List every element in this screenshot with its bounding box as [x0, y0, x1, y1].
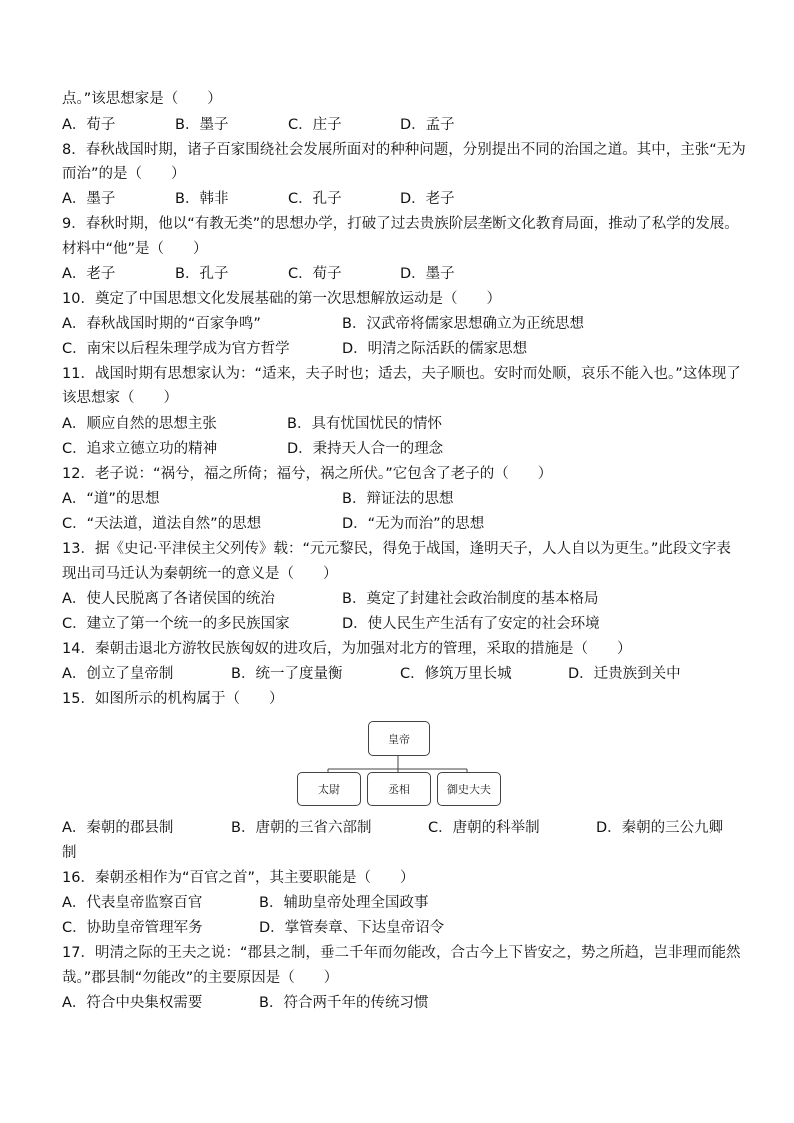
q12-option-a[interactable]: A．“道”的思想: [62, 491, 160, 507]
q10-option-b[interactable]: B．汉武帝将儒家思想确立为正统思想: [342, 316, 584, 332]
q8-option-a[interactable]: A．墨子: [62, 191, 116, 207]
q15-option-d[interactable]: D．秦朝的三公九卿: [596, 820, 724, 836]
q15-option-c[interactable]: C．唐朝的科举制: [428, 820, 540, 836]
q15-option-d-wrap: 制: [62, 845, 77, 861]
q17-stem-line2: 哉。”郡县制“勿能改”的主要原因是（ ）: [62, 970, 339, 986]
q13-stem-line2: 现出司马迁认为秦朝统一的意义是（ ）: [62, 566, 338, 582]
q13-option-b[interactable]: B．奠定了封建社会政治制度的基本格局: [342, 591, 599, 607]
q9-option-a[interactable]: A．老子: [62, 266, 116, 282]
q7-option-c[interactable]: C．庄子: [288, 117, 342, 133]
q10-option-a[interactable]: A．春秋战国时期的“百家争鸣”: [62, 316, 261, 332]
q17-option-a[interactable]: A．符合中央集权需要: [62, 995, 203, 1011]
q11-option-b[interactable]: B．具有忧国忧民的情怀: [287, 416, 442, 432]
q11-option-d[interactable]: D．秉持天人合一的理念: [287, 441, 444, 457]
q8-option-b[interactable]: B．韩非: [175, 191, 229, 207]
q10-stem: 10．奠定了中国思想文化发展基础的第一次思想解放运动是（ ）: [62, 291, 501, 307]
q11-stem-line1: 11．战国时期有思想家认为：“适来，夫子时也；适去，夫子顺也。安时而处顺，哀乐不能入也。”这体现了: [62, 366, 741, 382]
q7-stem: 点。”该思想家是（ ）: [62, 91, 222, 107]
q12-option-d[interactable]: D．“无为而治”的思想: [342, 516, 485, 532]
q13-option-d[interactable]: D．使人民生产生活有了安定的社会环境: [342, 616, 600, 632]
q11-option-a[interactable]: A．顺应自然的思想主张: [62, 416, 217, 432]
q16-option-d[interactable]: D．掌管奏章、下达皇帝诏令: [259, 920, 445, 936]
org-box-taiwei: 太尉: [297, 772, 361, 806]
q12-stem: 12．老子说：“祸兮，福之所倚；福兮，祸之所伏。”它包含了老子的（ ）: [62, 466, 553, 482]
org-box-chancellor: 丞相: [367, 772, 431, 806]
q9-option-c[interactable]: C．荀子: [288, 266, 342, 282]
q9-stem-line2: 材料中“他”是（ ）: [62, 241, 208, 257]
q17-option-b[interactable]: B．符合两千年的传统习惯: [259, 995, 429, 1011]
q13-option-a[interactable]: A．使人民脱离了各诸侯国的统治: [62, 591, 275, 607]
q7-option-a[interactable]: A．荀子: [62, 117, 116, 133]
q15-option-a[interactable]: A．秦朝的郡县制: [62, 820, 174, 836]
q11-stem-line2: 该思想家（ ）: [62, 390, 178, 406]
q16-option-a[interactable]: A．代表皇帝监察百官: [62, 895, 203, 911]
q14-option-b[interactable]: B．统一了度量衡: [231, 666, 343, 682]
q8-stem-line1: 8．春秋战国时期，诸子百家围绕社会发展所面对的种种问题，分别提出不同的治国之道。其中，主张“无为: [62, 142, 746, 158]
q16-option-c[interactable]: C．协助皇帝管理军务: [62, 920, 203, 936]
org-box-emperor: 皇帝: [368, 721, 430, 756]
q15-stem: 15．如图所示的机构属于（ ）: [62, 691, 284, 707]
q8-option-c[interactable]: C．孔子: [288, 191, 342, 207]
q10-option-c[interactable]: C．南宋以后程朱理学成为官方哲学: [62, 341, 290, 357]
q15-option-b[interactable]: B．唐朝的三省六部制: [231, 820, 372, 836]
q9-option-b[interactable]: B．孔子: [175, 266, 229, 282]
q14-stem: 14．秦朝击退北方游牧民族匈奴的进攻后，为加强对北方的管理，采取的措施是（ ）: [62, 641, 632, 657]
q16-stem: 16．秦朝丞相作为“百官之首”，其主要职能是（ ）: [62, 870, 415, 886]
q8-stem-line2: 而治”的是（ ）: [62, 166, 186, 182]
q14-option-a[interactable]: A．创立了皇帝制: [62, 666, 174, 682]
q14-option-c[interactable]: C．修筑万里长城: [400, 666, 512, 682]
q12-option-b[interactable]: B．辩证法的思想: [342, 491, 454, 507]
q9-option-d[interactable]: D．墨子: [400, 266, 455, 282]
q8-option-d[interactable]: D．老子: [400, 191, 455, 207]
q7-option-b[interactable]: B．墨子: [175, 117, 229, 133]
q12-option-c[interactable]: C．“天法道，道法自然”的思想: [62, 516, 262, 532]
q16-option-b[interactable]: B．辅助皇帝处理全国政事: [259, 895, 429, 911]
q17-stem-line1: 17．明清之际的王夫之说：“郡县之制，垂二千年而勿能改，合古今上下皆安之，势之所趋，岂非理而能然: [62, 945, 741, 961]
q7-option-d[interactable]: D．孟子: [400, 117, 455, 133]
q9-stem-line1: 9．春秋时期，他以“有教无类”的思想办学，打破了过去贵族阶层垄断文化教育局面，推动了私学的发展。: [62, 216, 739, 232]
q13-stem-line1: 13．据《史记·平津侯主父列传》载：“元元黎民，得免于战国，逢明天子，人人自以为更生。”此段文字表: [62, 541, 731, 557]
q10-option-d[interactable]: D．明清之际活跃的儒家思想: [342, 341, 528, 357]
q14-option-d[interactable]: D．迁贵族到关中: [568, 666, 681, 682]
q11-option-c[interactable]: C．追求立德立功的精神: [62, 441, 218, 457]
q13-option-c[interactable]: C．建立了第一个统一的多民族国家: [62, 616, 290, 632]
org-box-censor: 御史大夫: [437, 772, 501, 806]
